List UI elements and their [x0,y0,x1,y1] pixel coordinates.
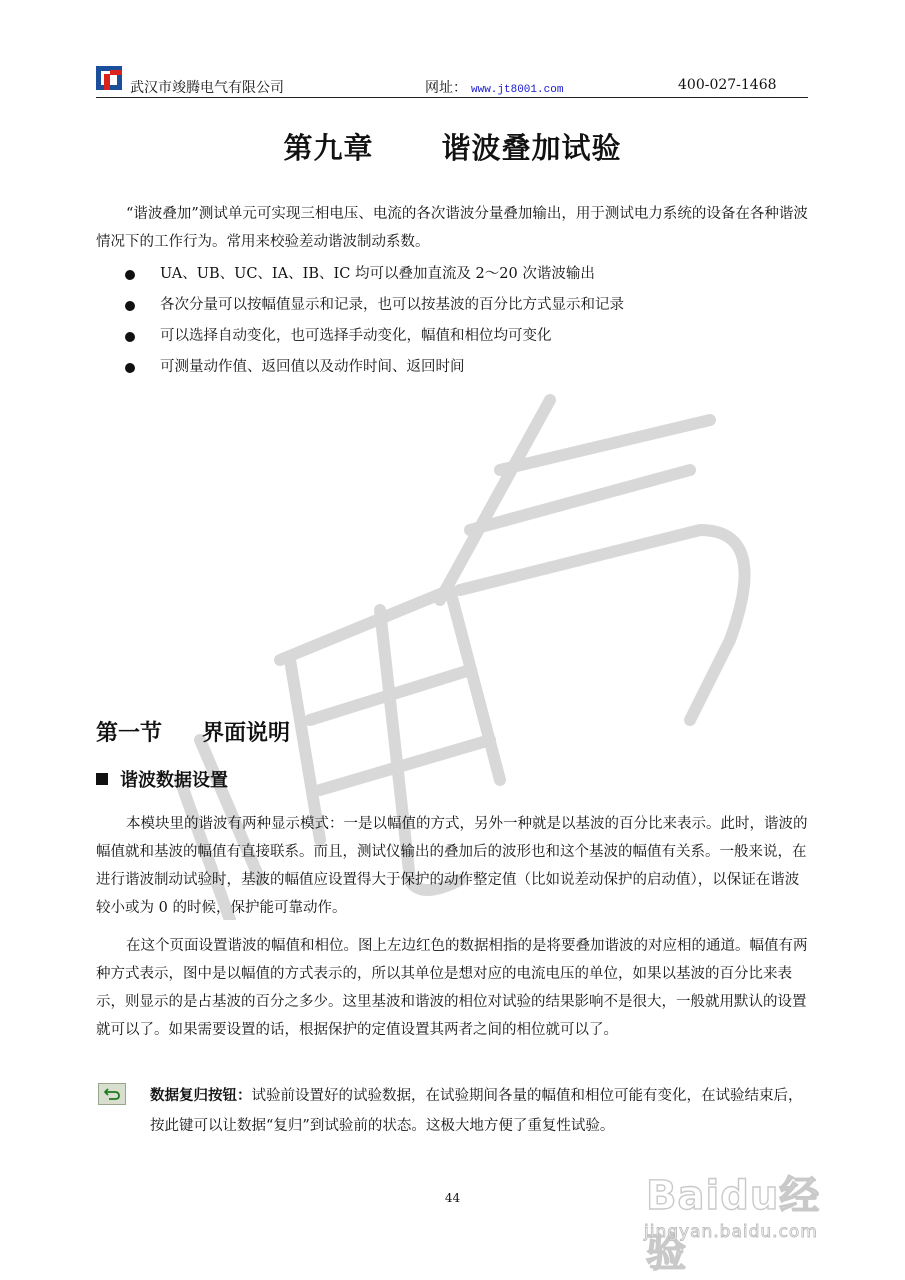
intro-paragraph: “谐波叠加”测试单元可实现三相电压、电流的各次谐波分量叠加输出，用于测试电力系统的设备在各种谐波情况下的工作行为。常用来校验差动谐波制动系数。 [96,206,808,250]
paragraph-display-modes: 本模块里的谐波有两种显示模式：一是以幅值的方式，另外一种就是以基波的百分比来表示。此时，谐波的幅值就和基波的幅值有直接联系。而且，测试仪输出的叠加后的波形也和这个基波的幅值有关系。一般来说，在进行谐波制动试验时，基波的幅值应设置得大于保护的动作整定值（比如说差动保护的启动值），以保证在谐波较小或为 0 的时候，保护能可靠动作。 [96,816,808,916]
square-bullet-icon [96,773,108,785]
phone-number: 400-027-1468 [678,77,777,93]
data-reset-button[interactable] [98,1083,126,1105]
chapter-number: 第九章 [283,131,374,165]
reset-label: 数据复归按钮： [150,1088,252,1104]
bullet-icon [125,332,135,342]
bullet-icon [125,363,135,373]
website-link[interactable]: www.jt8001.com [471,84,564,96]
website-label: 网址： [425,80,467,96]
section-name: 界面说明 [202,721,291,746]
baidu-logo-text: Baidu经验 [646,1173,821,1276]
section-number: 第一节 [96,721,163,746]
website [425,77,563,97]
baidu-watermark [640,1150,850,1276]
list-item: 各次分量可以按幅值显示和记录，也可以按基波的百分比方式显示和记录 [124,290,808,321]
list-item: 可测量动作值、返回值以及动作时间、返回时间 [124,352,808,383]
list-item: UA、UB、UC、IA、IB、IC 均可以叠加直流及 2～20 次谐波输出 [124,259,808,290]
company-logo-icon [96,66,122,90]
chapter-title [0,126,905,167]
page-number: 44 [444,1191,461,1205]
bullet-icon [125,270,135,280]
reset-text: 试验前设置好的试验数据，在试验期间各量的幅值和相位可能有变化，在试验结束后，按此键可以让数据“复归”到试验前的状态。这极大地方便了重复性试验。 [150,1088,803,1134]
bullet-icon [125,301,135,311]
feature-list [124,259,808,383]
chapter-name: 谐波叠加试验 [441,131,622,165]
section-title [96,716,290,747]
header-divider [96,97,808,98]
list-item: 可以选择自动变化，也可选择手动变化，幅值和相位均可变化 [124,321,808,352]
return-arrow-icon [103,1087,121,1101]
reset-description [150,1081,808,1141]
subsection-title: 谐波数据设置 [96,766,228,792]
paragraph-amplitude-phase: 在这个页面设置谐波的幅值和相位。图上左边红色的数据相指的是将要叠加谐波的对应相的通道。幅值有两种方式表示，图中是以幅值的方式表示的，所以其单位是想对应的电流电压的单位，如果以基波的百分比来表示，则显示的是占基波的百分之多少。这里基波和谐波的相位对试验的结果影响不是很大，一般就用默认的设置就可以了。如果需要设置的话，根据保护的定值设置其两者之间的相位就可以了。 [96,938,808,1038]
company-name: 武汉市竣腾电气有限公司 [130,80,284,96]
baidu-url: jingyan.baidu.com [644,1222,818,1242]
